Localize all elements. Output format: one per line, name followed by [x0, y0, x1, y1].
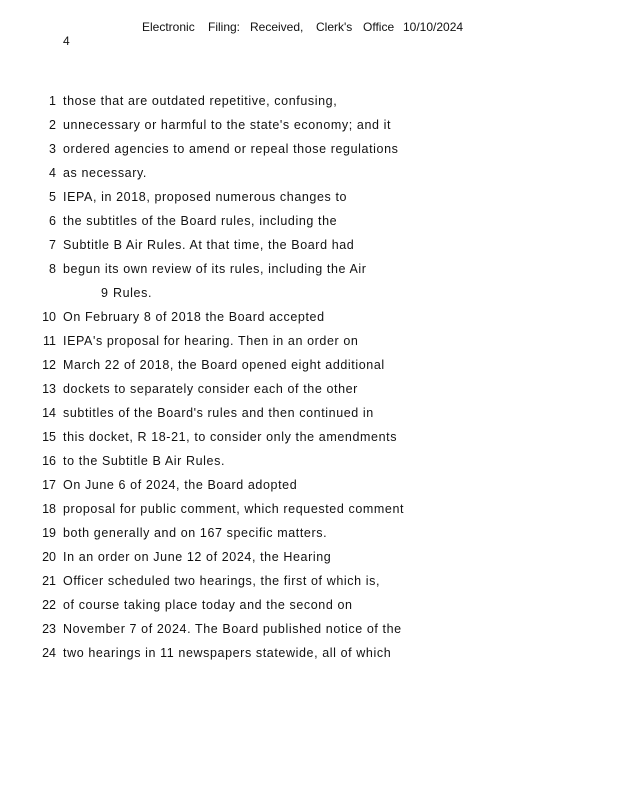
transcript-line — [0, 308, 618, 332]
line-number: 10 — [42, 310, 56, 324]
line-number: 2 — [49, 118, 56, 132]
transcript-line — [0, 140, 618, 164]
transcript-line — [0, 620, 618, 644]
line-text: Rules. — [113, 286, 153, 300]
line-text: November 7 of 2024. The Board published notice of the — [63, 622, 402, 636]
line-text: two hearings in 11 newspapers statewide, all of which — [63, 646, 392, 660]
transcript-line — [0, 596, 618, 620]
transcript-line — [0, 428, 618, 452]
line-text: subtitles of the Board's rules and then continued in — [63, 406, 374, 420]
line-number: 13 — [42, 382, 56, 396]
line-number: 18 — [42, 502, 56, 516]
transcript-line — [0, 404, 618, 428]
transcript-line — [0, 164, 618, 188]
transcript-line — [0, 572, 618, 596]
line-text: Officer scheduled two hearings, the first of which is, — [63, 574, 381, 588]
header-electronic: Electronic — [142, 20, 195, 34]
transcript-line — [0, 116, 618, 140]
line-text: dockets to separately consider each of the other — [63, 382, 358, 396]
line-text: of course taking place today and the second on — [63, 598, 353, 612]
line-number: 14 — [42, 406, 56, 420]
line-number: 19 — [42, 526, 56, 540]
transcript-line — [0, 524, 618, 548]
line-number: 12 — [42, 358, 56, 372]
page-number: 4 — [63, 34, 70, 48]
transcript-line — [0, 236, 618, 260]
line-number: 16 — [42, 454, 56, 468]
line-number: 5 — [49, 190, 56, 204]
line-text: On June 6 of 2024, the Board adopted — [63, 478, 298, 492]
transcript-line — [0, 644, 618, 668]
transcript-line — [0, 476, 618, 500]
transcript-body — [0, 92, 618, 668]
line-text: In an order on June 12 of 2024, the Hearing — [63, 550, 332, 564]
transcript-line — [0, 332, 618, 356]
line-number: 11 — [43, 334, 56, 348]
line-number: 22 — [42, 598, 56, 612]
line-number: 24 — [42, 646, 56, 660]
line-number: 6 — [49, 214, 56, 228]
line-text: those that are outdated repetitive, confusing, — [63, 94, 338, 108]
line-text: the subtitles of the Board rules, including the — [63, 214, 338, 228]
line-number: 7 — [49, 238, 56, 252]
line-number: 23 — [42, 622, 56, 636]
transcript-line — [0, 188, 618, 212]
transcript-line — [0, 548, 618, 572]
filing-header — [0, 20, 618, 36]
header-clerk: Clerk's — [316, 20, 353, 34]
line-number: 15 — [42, 430, 56, 444]
line-number: 20 — [42, 550, 56, 564]
line-number: 3 — [49, 142, 56, 156]
line-text: On February 8 of 2018 the Board accepted — [63, 310, 325, 324]
line-text: IEPA, in 2018, proposed numerous changes to — [63, 190, 348, 204]
line-number: 9 — [101, 286, 108, 300]
line-text: this docket, R 18-21, to consider only the amendments — [63, 430, 398, 444]
header-filing: Filing: — [208, 20, 241, 34]
line-text: March 22 of 2018, the Board opened eight additional — [63, 358, 385, 372]
header-received: Received, — [250, 20, 304, 34]
transcript-line — [0, 260, 618, 284]
line-text: as necessary. — [63, 166, 147, 180]
transcript-line — [0, 500, 618, 524]
line-number: 17 — [42, 478, 56, 492]
transcript-line — [0, 92, 618, 116]
transcript-line — [0, 284, 618, 308]
line-text: both generally and on 167 specific matters. — [63, 526, 328, 540]
line-text: unnecessary or harmful to the state's economy; and it — [63, 118, 392, 132]
transcript-line — [0, 212, 618, 236]
transcript-line — [0, 380, 618, 404]
line-text: begun its own review of its rules, including the Air — [63, 262, 367, 276]
line-text: IEPA's proposal for hearing. Then in an order on — [63, 334, 359, 348]
header-office: Office — [363, 20, 395, 34]
line-text: ordered agencies to amend or repeal those regulations — [63, 142, 399, 156]
transcript-line — [0, 356, 618, 380]
header-date: 10/10/2024 — [403, 20, 464, 34]
line-text: proposal for public comment, which requested comment — [63, 502, 405, 516]
line-text: Subtitle B Air Rules. At that time, the Board had — [63, 238, 355, 252]
line-number: 21 — [42, 574, 56, 588]
line-text: to the Subtitle B Air Rules. — [63, 454, 226, 468]
line-number: 1 — [49, 94, 56, 108]
line-number: 8 — [49, 262, 56, 276]
line-number: 4 — [49, 166, 56, 180]
transcript-line — [0, 452, 618, 476]
